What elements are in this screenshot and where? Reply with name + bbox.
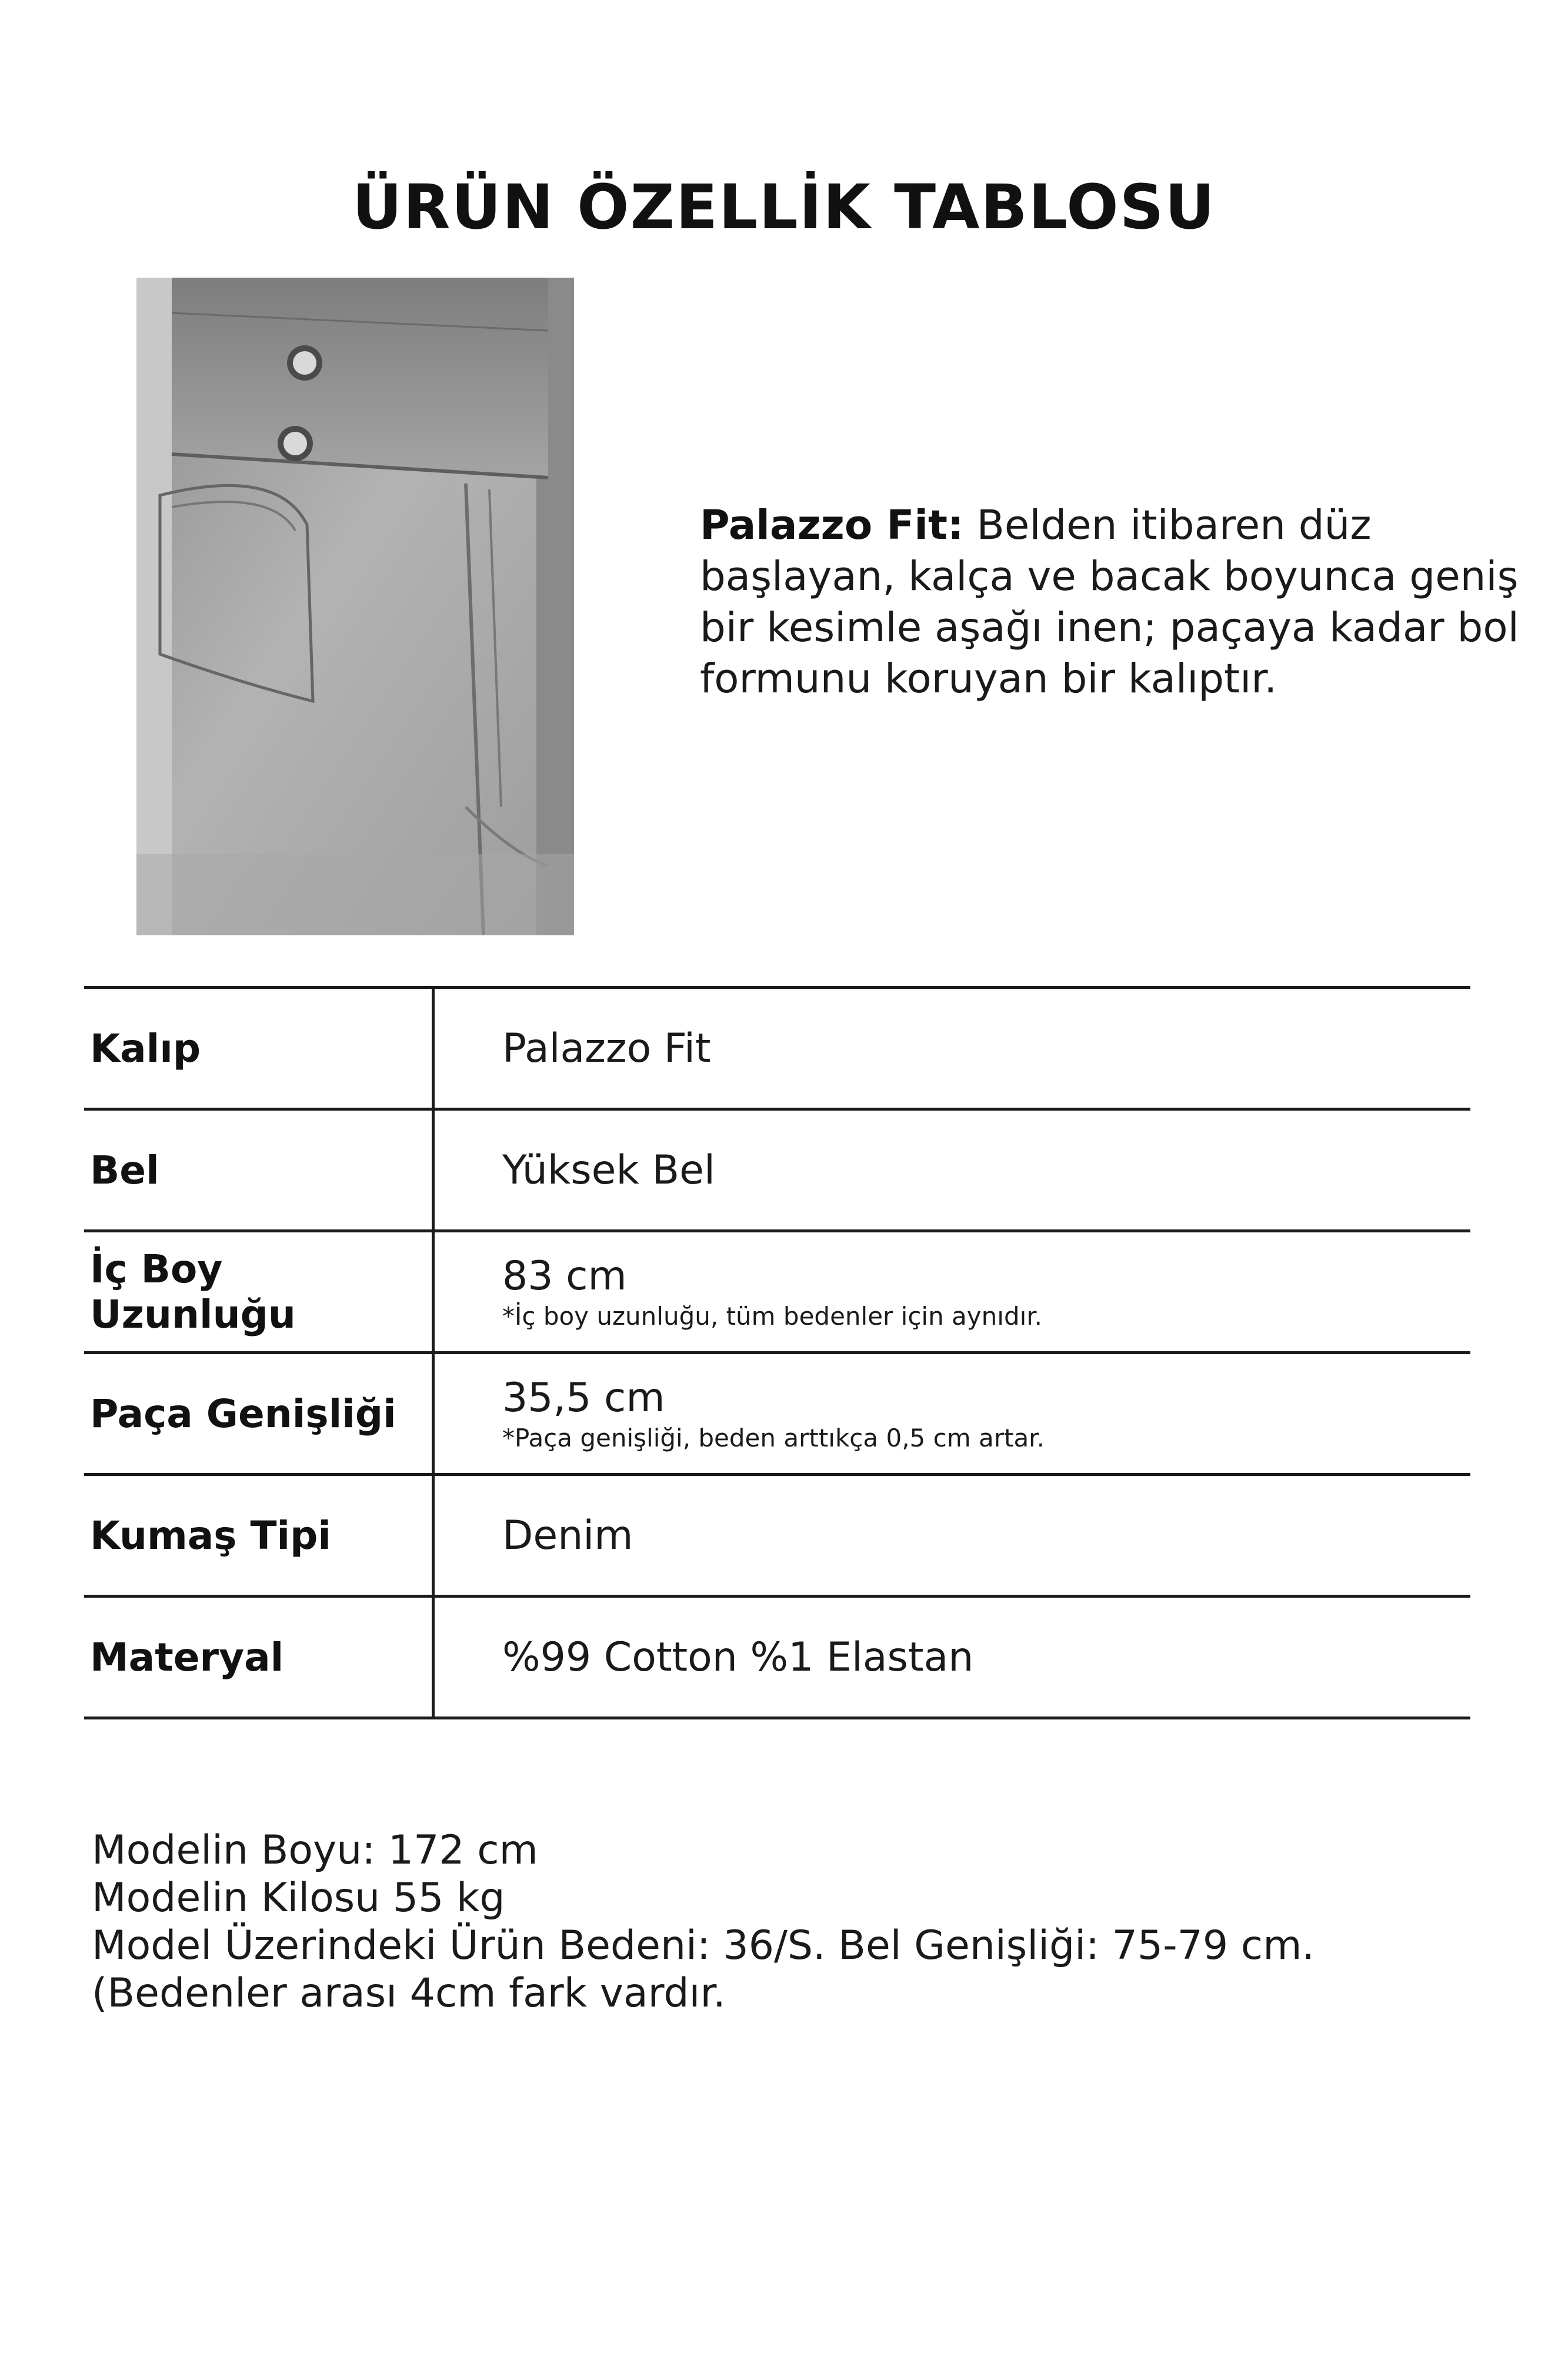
spec-row-paca [84,1354,1470,1476]
spec-label: Bel [84,1111,435,1229]
spec-table [84,986,1470,1719]
spec-row-kumas [84,1476,1470,1598]
spec-label: Kalıp [84,989,435,1108]
spec-value: Palazzo Fit [502,1025,711,1072]
model-height: Modelin Boyu: 172 cm [92,1827,538,1874]
model-info [92,1827,1503,2017]
spec-value-cell [435,989,1470,1108]
spec-value-cell [435,1232,1470,1351]
spec-row-bel [84,1111,1470,1232]
spec-value-cell [435,1598,1470,1717]
spec-note: *İç boy uzunluğu, tüm bedenler için aynıdır. [502,1302,1043,1331]
spec-value-cell [435,1354,1470,1473]
spec-label: Kumaş Tipi [84,1476,435,1595]
spec-value: %99 Cotton %1 Elastan [502,1634,974,1681]
page-title: ÜRÜN ÖZELLİK TABLOSU [352,171,1216,243]
spec-value: Denim [502,1512,633,1559]
spec-note: *Paça genişliği, beden arttıkça 0,5 cm artar. [502,1424,1045,1452]
spec-label: İç Boy Uzunluğu [84,1232,435,1351]
model-weight: Modelin Kilosu 55 kg [92,1875,505,1921]
fit-description [700,500,1523,705]
spec-row-ic-boy [84,1232,1470,1354]
spec-value: Yüksek Bel [502,1146,715,1194]
spec-row-kalip [84,989,1470,1111]
spec-label: Paça Genişliği [84,1354,435,1473]
spec-value-cell [435,1111,1470,1229]
spec-label: Materyal [84,1598,435,1717]
fit-description-label: Palazzo Fit: [700,502,964,549]
jeans-image [136,278,574,935]
spec-value: 35,5 cm [502,1375,665,1421]
model-size-info: Model Üzerindeki Ürün Bedeni: 36/S. Bel Genişliği: 75-79 cm. (Bedenler arası 4cm fark vardır. [92,1922,1315,2017]
spec-value-cell [435,1476,1470,1595]
spec-value: 83 cm [502,1253,627,1299]
product-photo [136,278,574,935]
spec-row-materyal [84,1598,1470,1719]
fit-description-text: Belden itibaren düz başlayan, kalça ve bacak boyunca geniş bir kesimle aşağı inen; paçaya kadar bol formunu koruyan bir kalıptır. [700,502,1519,702]
